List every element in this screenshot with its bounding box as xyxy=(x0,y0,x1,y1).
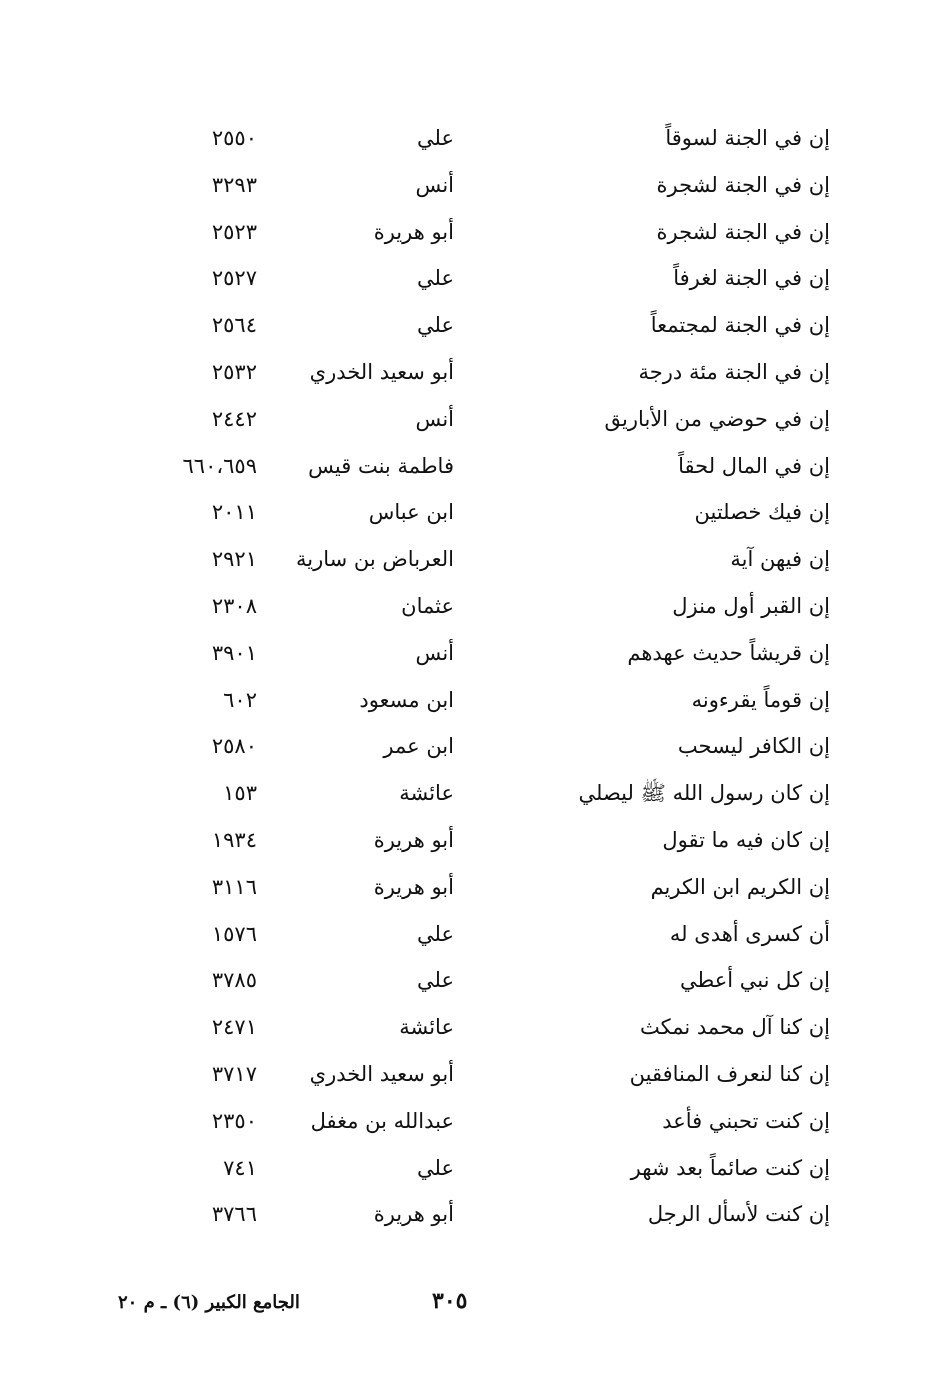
hadith-reference-number: ٢٠١١ xyxy=(211,500,257,525)
index-row xyxy=(150,820,830,867)
narrator-name: ابن مسعود xyxy=(359,687,454,712)
hadith-opening-text: إن كنت لأسأل الرجل xyxy=(647,1202,830,1227)
narrator-name: علي xyxy=(417,126,454,150)
narrator-name: عثمان xyxy=(401,593,454,618)
hadith-reference-number: ٣١١٦ xyxy=(211,874,257,899)
hadith-opening-text: إن في الجنة لسوقاً xyxy=(665,126,830,150)
hadith-opening-text: إن كنا لنعرف المنافقين xyxy=(629,1061,830,1086)
index-row xyxy=(150,680,830,727)
hadith-reference-number: ٢٥٥٠ xyxy=(211,126,257,150)
index-row xyxy=(150,1194,830,1241)
hadith-reference-number: ١٥٧٦ xyxy=(211,921,257,946)
index-row xyxy=(150,1101,830,1148)
index-row xyxy=(150,1054,830,1101)
narrator-name: أنس xyxy=(415,406,454,431)
hadith-reference-number: ٧٤١ xyxy=(223,1155,257,1180)
page-footer xyxy=(0,1288,935,1328)
hadith-opening-text: إن في الجنة لشجرة xyxy=(656,219,830,244)
hadith-opening-text: إن في المال لحقاً xyxy=(678,453,830,478)
hadith-reference-number: ٢٩٢١ xyxy=(211,547,257,572)
narrator-name: أنس xyxy=(415,640,454,665)
index-row xyxy=(150,492,830,539)
index-row xyxy=(150,539,830,586)
hadith-reference-number: ٢٥٣٢ xyxy=(211,359,257,384)
index-row xyxy=(150,352,830,399)
hadith-index-table xyxy=(150,118,830,1241)
hadith-reference-number: ١٥٣ xyxy=(223,781,257,806)
hadith-opening-text: إن القبر أول منزل xyxy=(672,593,830,618)
hadith-reference-number: ٣٧٦٦ xyxy=(211,1202,257,1227)
narrator-name: العرباض بن سارية xyxy=(295,547,454,572)
narrator-name: عائشة xyxy=(399,781,454,806)
index-row xyxy=(150,773,830,820)
hadith-reference-number: ٢٥٢٧ xyxy=(211,266,257,291)
index-row xyxy=(150,212,830,259)
index-row xyxy=(150,914,830,961)
hadith-reference-number: ٣٧١٧ xyxy=(211,1061,257,1086)
hadith-reference-number: ٢٤٤٢ xyxy=(211,406,257,431)
index-row xyxy=(150,633,830,680)
hadith-opening-text: إن قوماً يقرءونه xyxy=(691,687,830,712)
hadith-opening-text: إن في الجنة مئة درجة xyxy=(638,359,830,384)
narrator-name: علي xyxy=(417,266,454,291)
hadith-opening-text: إن فيك خصلتين xyxy=(694,500,830,525)
hadith-reference-number: ٦٠٢ xyxy=(223,687,257,712)
hadith-opening-text: إن كنت صائماً بعد شهر xyxy=(630,1155,830,1180)
hadith-opening-text: إن في الجنة لمجتمعاً xyxy=(650,313,830,338)
index-row xyxy=(150,1007,830,1054)
narrator-name: ابن عمر xyxy=(383,734,454,759)
hadith-reference-number: ٢٥٨٠ xyxy=(211,734,257,759)
hadith-reference-number: ١٩٣٤ xyxy=(211,827,257,852)
narrator-name: فاطمة بنت قيس xyxy=(308,453,454,478)
narrator-name: ابن عباس xyxy=(368,500,454,525)
hadith-reference-number: ٢٥٦٤ xyxy=(211,313,257,338)
narrator-name: أنس xyxy=(415,172,454,197)
index-row xyxy=(150,399,830,446)
index-row xyxy=(150,118,830,165)
hadith-opening-text: إن الكافر ليسحب xyxy=(677,734,830,759)
index-row xyxy=(150,305,830,352)
hadith-reference-number: ٣٢٩٣ xyxy=(211,172,257,197)
narrator-name: أبو هريرة xyxy=(373,827,454,852)
index-row xyxy=(150,960,830,1007)
hadith-opening-text: إن في الجنة لشجرة xyxy=(656,172,830,197)
hadith-reference-number: ٢٤٧١ xyxy=(211,1015,257,1040)
hadith-opening-text: إن كنت تحبني فأعد xyxy=(662,1108,830,1133)
hadith-opening-text: إن الكريم ابن الكريم xyxy=(650,874,830,899)
index-row xyxy=(150,165,830,212)
narrator-name: أبو سعيد الخدري xyxy=(309,1061,454,1086)
hadith-opening-text: إن في حوضي من الأباريق xyxy=(604,406,830,431)
hadith-reference-number: ٦٦٠،٦٥٩ xyxy=(182,453,257,478)
narrator-name: أبو سعيد الخدري xyxy=(309,359,454,384)
index-row xyxy=(150,867,830,914)
hadith-reference-number: ٢٣٠٨ xyxy=(211,593,257,618)
hadith-opening-text: إن في الجنة لغرفاً xyxy=(673,266,830,291)
hadith-opening-text: إن فيهن آية xyxy=(730,547,830,572)
book-signature: الجامع الكبير (٦) ـ م ٢٠ xyxy=(118,1292,300,1313)
hadith-reference-number: ٢٣٥٠ xyxy=(211,1108,257,1133)
narrator-name: علي xyxy=(417,968,454,993)
index-row xyxy=(150,726,830,773)
hadith-reference-number: ٣٧٨٥ xyxy=(211,968,257,993)
narrator-name: أبو هريرة xyxy=(373,1202,454,1227)
narrator-name: علي xyxy=(417,1155,454,1180)
hadith-opening-text: إن قريشاً حديث عهدهم xyxy=(627,640,830,665)
narrator-name: أبو هريرة xyxy=(373,219,454,244)
narrator-name: أبو هريرة xyxy=(373,874,454,899)
page-number: ٣٠٥ xyxy=(432,1288,468,1314)
hadith-reference-number: ٣٩٠١ xyxy=(211,640,257,665)
narrator-name: عائشة xyxy=(399,1015,454,1040)
narrator-name: علي xyxy=(417,313,454,338)
hadith-opening-text: إن كل نبي أعطي xyxy=(680,968,830,993)
hadith-opening-text: إن كان رسول الله ﷺ ليصلي xyxy=(578,781,830,806)
narrator-name: علي xyxy=(417,921,454,946)
narrator-name: عبدالله بن مغفل xyxy=(310,1108,454,1133)
index-row xyxy=(150,586,830,633)
index-row xyxy=(150,1148,830,1195)
index-row xyxy=(150,258,830,305)
hadith-opening-text: أن كسرى أهدى له xyxy=(669,921,830,946)
hadith-reference-number: ٢٥٢٣ xyxy=(211,219,257,244)
hadith-opening-text: إن كان فيه ما تقول xyxy=(662,827,830,852)
index-row xyxy=(150,446,830,493)
hadith-opening-text: إن كنا آل محمد نمكث xyxy=(640,1015,830,1040)
